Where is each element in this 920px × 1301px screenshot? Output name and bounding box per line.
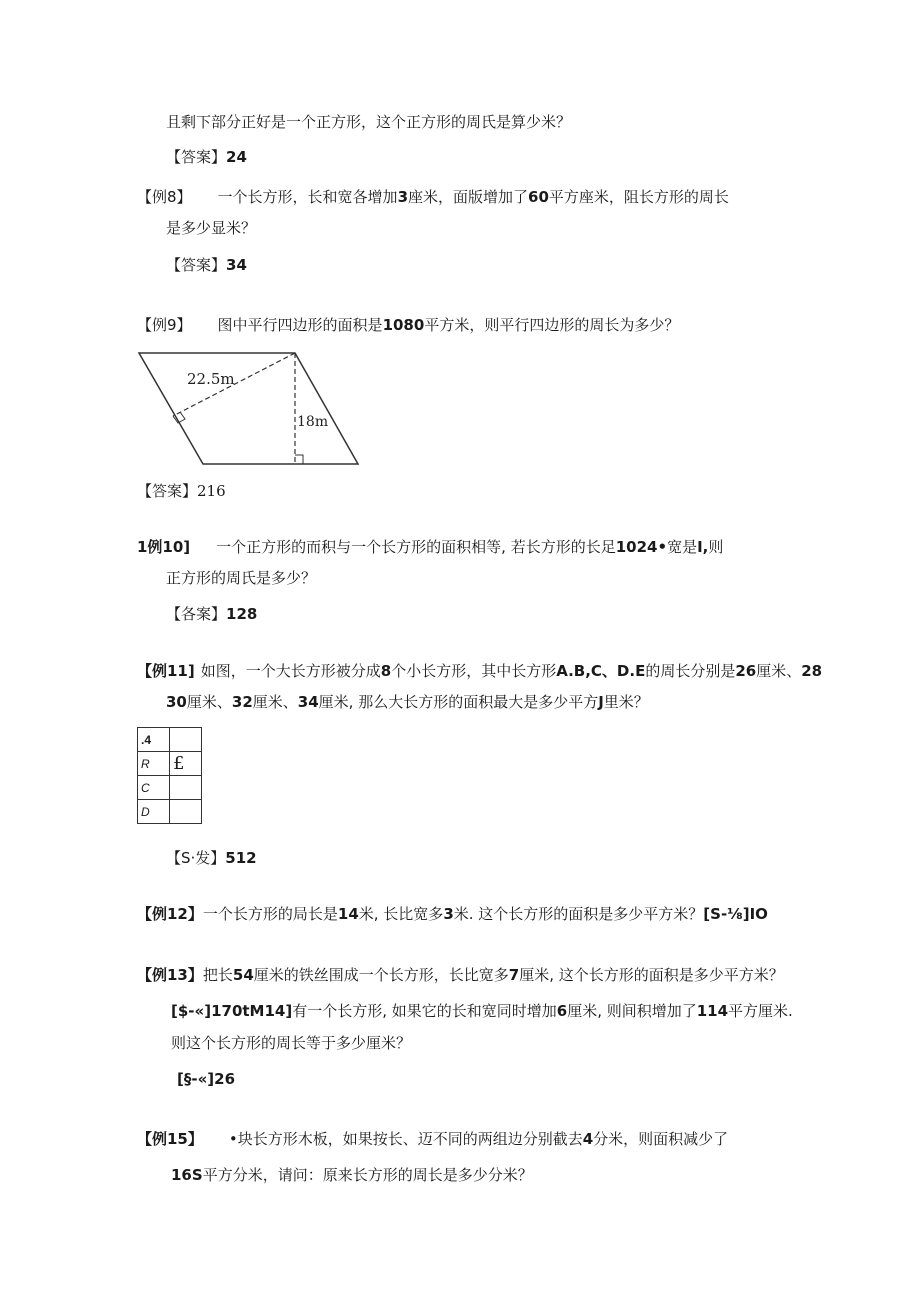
example-12-line: 【例12】一个长方形的局长是14米, 长比宽多3米. 这个长方形的面积是多少平方米？[S-⅛]IO [137,905,768,923]
diagonal-length-label: 22.5m [187,370,235,388]
grid-row [138,776,202,800]
rectangle-grid-diagram [137,727,202,824]
example-11-line-1: 【例11] 如图，一个大长方形被分成8个小长方形，其中长方形A.B,C、D.E的周长分别是26厘米、28 [137,662,823,680]
example-10-line-1: 1例10] 一个正方形的而积与一个长方形的面积相等, 若长方形的长足1024•宽是I,则 [137,538,724,556]
example-11-answer: 【S·发】512 [166,849,257,867]
example-8-line-2: 是多少显米？ [166,219,257,237]
example-15-line-2: 16S平方分米，请问：原来长方形的周长是多少分米？ [171,1166,533,1184]
parallelogram-shape [139,353,358,464]
parallelogram-diagram [137,350,361,468]
example-10-line-2: 正方形的周氏是多少？ [166,569,317,587]
vertical-right-angle-mark [295,455,303,464]
example-9-answer: 【答案】216 [137,482,226,500]
grid-cell [170,800,202,824]
example-15-line-1: 【例15】 •块长方形木板，如果按长、迈不同的两组边分别截去4分米，则面积减少了 [137,1130,729,1148]
height-length-label: 18m [297,414,329,430]
grid-cell: D [138,800,170,824]
grid-cell: C [138,776,170,800]
grid-row [138,728,202,752]
answer-7: 【答案】24 [166,148,247,166]
example-14-line-2: 则这个长方形的周长等于多少厘米？ [171,1034,412,1052]
example-13-line: 【例13】把长54厘米的铁丝围成一个长方形，长比宽多7厘米, 这个长方形的面积是多少平方米？ [137,966,784,984]
grid-cell: .4 [138,728,170,752]
example-14-answer: [§-«]26 [177,1070,236,1088]
grid-cell: £ [170,752,202,776]
example-8-line-1: 【例8】 一个长方形，长和宽各增加3座米，面版增加了60平方座米，阻长方形的周长 [137,188,729,206]
intro-text: 且剩下部分正好是一个正方形，这个正方形的周氏是算少米？ [166,113,572,131]
example-11-line-2: 30厘米、32厘米、34厘米, 那么大长方形的面积最大是多少平方J里米？ [166,693,649,711]
example-8-answer: 【答案】34 [166,256,247,274]
grid-row [138,800,202,824]
grid-cell [170,776,202,800]
grid-cell [170,728,202,752]
grid-row [138,752,202,776]
example-14-line-1: [$-«]170tM14]有一个长方形, 如果它的长和宽同时增加6厘米, 则间积增加了114平方厘米. [171,1002,793,1020]
example-10-answer: 【各案】128 [166,605,258,623]
example-9-question: 【例9】 图中平行四边形的面积是1080平方米，则平行四边形的周长为多少？ [137,316,680,334]
grid-cell: R [138,752,170,776]
